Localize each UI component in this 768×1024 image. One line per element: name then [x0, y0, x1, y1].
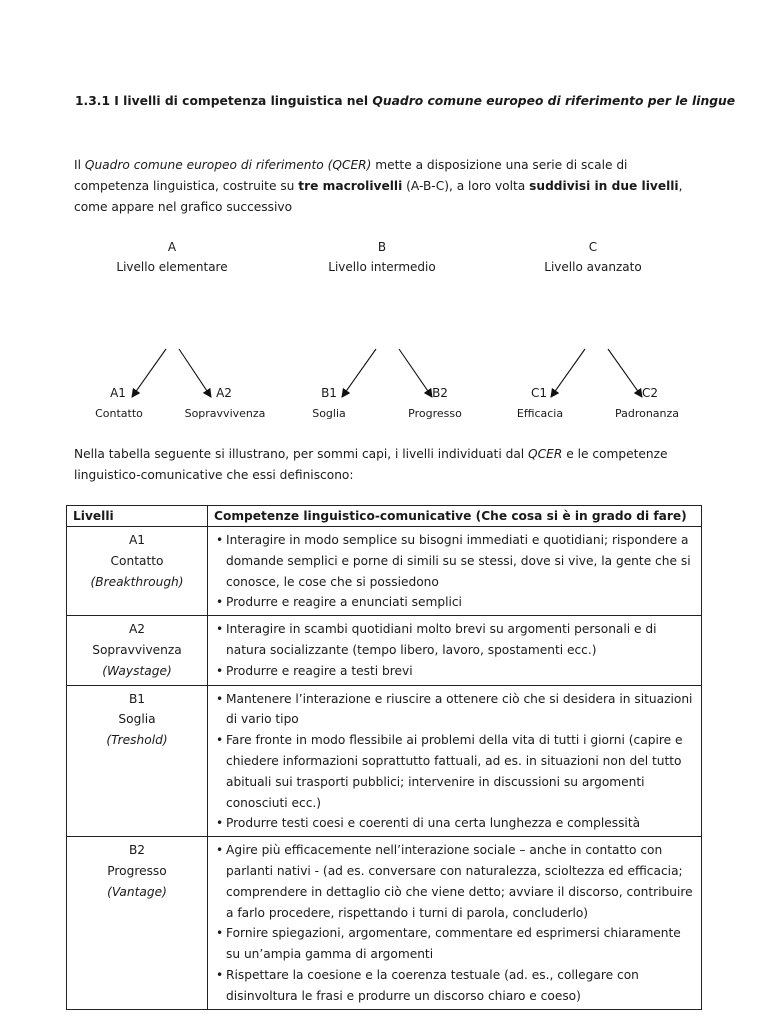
level-cell — [67, 527, 208, 616]
macro-letter-c: C — [588, 240, 598, 254]
levels-table — [66, 505, 702, 1010]
level-english: (Waystage) — [102, 663, 172, 678]
sub-code-a2: A2 — [216, 386, 232, 400]
intro-text-3: (A-B-C), a loro volta — [402, 179, 530, 193]
macro-name-a: Livello elementare — [116, 260, 228, 274]
competence-cell — [208, 616, 702, 685]
intro-bold-suddivisi: suddivisi in due livelli — [529, 179, 679, 193]
list-item: • Interagire in scambi quotidiani molto brevi su argomenti personali e di natura socializzante (tempo libero, lavoro, spostamenti ecc.) — [214, 619, 695, 661]
list-item: • Fare fronte in modo flessibile ai problemi della vita di tutti i giorni (capire e chiedere informazioni soprattutto fattuali, ad es. in situazioni non del tutto abituali sui trasporti pubblici; intervenire in discussioni su argomenti conosciuti ecc.) — [214, 730, 695, 813]
level-english: (Breakthrough) — [90, 574, 184, 589]
sub-code-b2: B2 — [432, 386, 448, 400]
after-italic-qcer: QCER — [528, 447, 563, 461]
list-item: • Produrre testi coesi e coerenti di una certa lunghezza e complessità — [214, 813, 695, 834]
table-row — [67, 685, 702, 837]
level-name: Soglia — [118, 712, 156, 727]
level-name: Contatto — [110, 553, 164, 568]
section-heading — [75, 94, 736, 108]
after-text-2: e le competenze linguistico-comunicative che essi definiscono: — [74, 447, 668, 482]
table-row — [67, 527, 702, 616]
list-item: • Fornire spiegazioni, argomentare, commentare ed esprimersi chiaramente su un’ampia gamma di argomenti — [214, 923, 695, 965]
intro-text-1: Il — [74, 158, 85, 172]
heading-text: I livelli di competenza linguistica nel — [114, 94, 373, 108]
list-item: • Mantenere l’interazione e riuscire a ottenere ciò che si desidera in situazioni di vario tipo — [214, 689, 695, 731]
level-name: Sopravvivenza — [92, 642, 182, 657]
list-item: • Agire più efficacemente nell’interazione sociale – anche in contatto con parlanti nativi - (ad es. conversare con naturalezza, scioltezza ed efficacia; comprendere in dettaglio ciò che viene detto; avviare il discorso, contribuire a farlo procedere, rispettando i turni di parola, concluderlo) — [214, 840, 695, 923]
table-header-row — [67, 506, 702, 527]
competence-cell — [208, 685, 702, 837]
level-code: A1 — [128, 533, 146, 547]
competence-cell — [208, 527, 702, 616]
list-item: • Produrre e reagire a testi brevi — [214, 661, 695, 682]
after-text-1: Nella tabella seguente si illustrano, per sommi capi, i livelli individuati dal — [74, 447, 529, 461]
list-item: • Produrre e reagire a enunciati semplici — [214, 592, 695, 613]
section-number: 1.3.1 — [75, 94, 111, 108]
header-livelli: Livelli — [67, 506, 208, 527]
header-competenze: Competenze linguistico-comunicative (Che cosa si è in grado di fare) — [208, 506, 702, 527]
sub-name-a1: Contatto — [95, 407, 143, 420]
competence-cell — [208, 837, 702, 1009]
level-code: B1 — [128, 691, 146, 706]
level-name: Progresso — [107, 863, 167, 878]
intro-bold-macrolivelli: tre macrolivelli — [298, 179, 403, 193]
sub-name-b1: Soglia — [312, 407, 346, 420]
sub-code-a1: A1 — [110, 386, 126, 400]
sub-name-a2: Sopravvivenza — [184, 407, 266, 420]
macro-name-b: Livello intermedio — [328, 260, 436, 274]
table-row — [67, 616, 702, 685]
intro-text-4: , come appare nel grafico successivo — [74, 179, 683, 214]
level-code: A2 — [128, 622, 146, 637]
levels-diagram — [0, 236, 768, 426]
intro-paragraph — [74, 155, 704, 218]
sub-code-b1: B1 — [321, 386, 337, 400]
intro-text-2: mette a disposizione una serie di scale di competenza linguistica, costruite su — [74, 158, 628, 193]
table-intro-paragraph — [74, 444, 704, 486]
macro-letter-b: B — [377, 240, 387, 254]
macro-name-c: Livello avanzato — [544, 260, 642, 274]
sub-name-c2: Padronanza — [614, 407, 680, 420]
intro-italic-qcer: Quadro comune europeo di riferimento (QCER) — [84, 158, 372, 172]
level-english: (Vantage) — [107, 884, 167, 899]
level-cell — [67, 616, 208, 685]
level-code: B2 — [128, 843, 146, 858]
sub-code-c1: C1 — [530, 386, 547, 400]
list-item: • Rispettare la coesione e la coerenza testuale (ad. es., collegare con disinvoltura le frasi e produrre un discorso chiaro e coeso) — [214, 965, 695, 1007]
sub-code-c2: C2 — [641, 386, 658, 400]
macro-letter-a: A — [167, 240, 177, 254]
level-cell — [67, 685, 208, 837]
level-cell — [67, 837, 208, 1009]
level-english: (Treshold) — [106, 733, 168, 748]
table-row — [67, 837, 702, 1009]
list-item: • Interagire in modo semplice su bisogni immediati e quotidiani; rispondere a domande semplici e porne di simili su se stessi, dove si vive, la gente che si conosce, le cose che si possiedono — [214, 530, 695, 592]
heading-italic: Quadro comune europeo di riferimento per le lingue — [372, 94, 736, 108]
sub-name-c1: Efficacia — [516, 407, 564, 420]
sub-name-b2: Progresso — [408, 407, 462, 420]
